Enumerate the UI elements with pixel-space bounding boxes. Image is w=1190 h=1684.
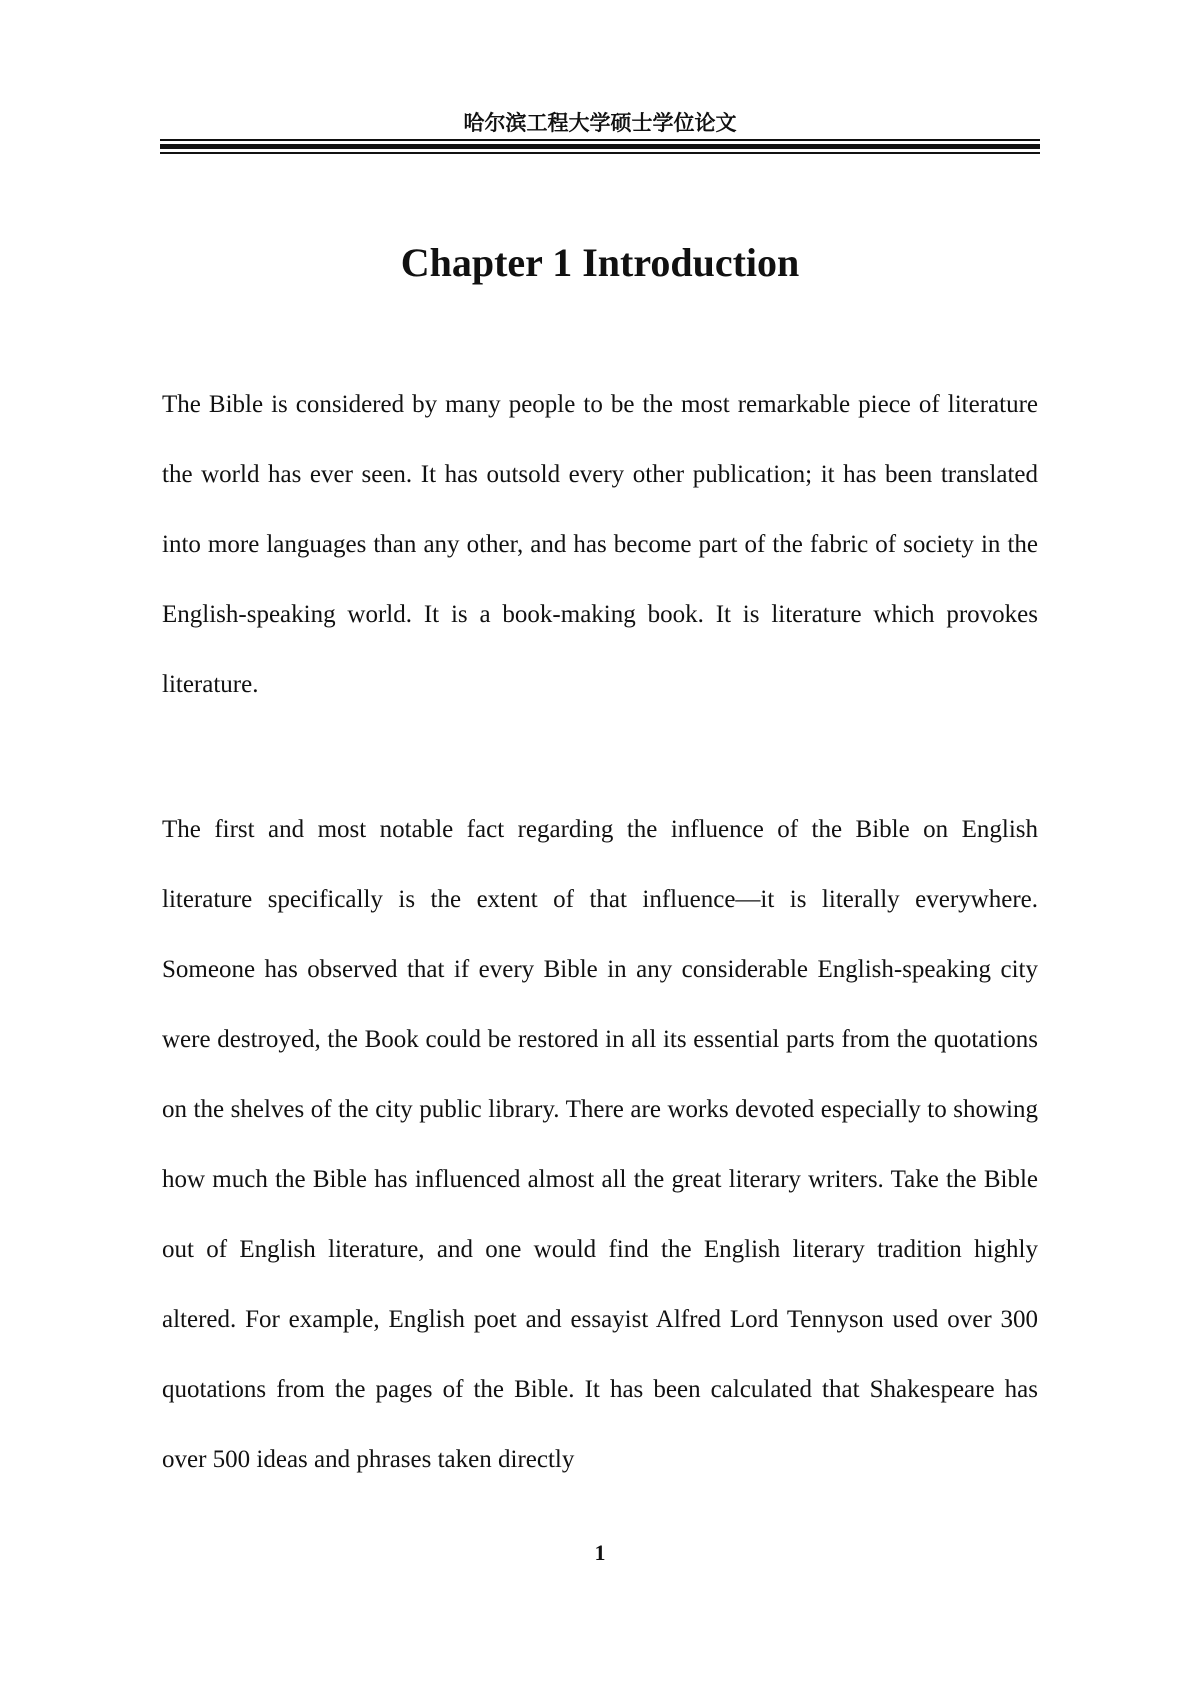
- header-rule-thick: [160, 144, 1040, 149]
- header-rule-bottom: [160, 152, 1040, 154]
- body-paragraph-1: The Bible is considered by many people to be the most remarkable piece of literature the world has ever seen. It has outsold every other publication; it has been translated into more languages than any other, and has become part of the fabric of society in the English-speaking world. It is a book-making book. It is literature which provokes literature.: [162, 391, 1038, 698]
- body-paragraph-2: The first and most notable fact regarding the influence of the Bible on English literature specifically is the extent of that influence—it is literally everywhere. Someone has observed that if every Bible in any considerable English-speaking city were destroyed, the Book could be restored in all its essential parts from the quotations on the shelves of the city public library. There are works devoted especially to showing how much the Bible has influenced almost all the great literary writers. Take the Bible out of English literature, and one would find the English literary tradition highly altered. For example, English poet and essayist Alfred Lord Tennyson used over 300 quotations from the pages of the Bible. It has been calculated that Shakespeare has over 500 ideas and phrases taken directly: [162, 816, 1038, 1473]
- header-rule-top: [160, 139, 1040, 141]
- chapter-title: Chapter 1 Introduction: [400, 240, 800, 285]
- running-header: 哈尔滨工程大学硕士学位论文: [463, 111, 737, 135]
- page-number: 1: [594, 1540, 606, 1565]
